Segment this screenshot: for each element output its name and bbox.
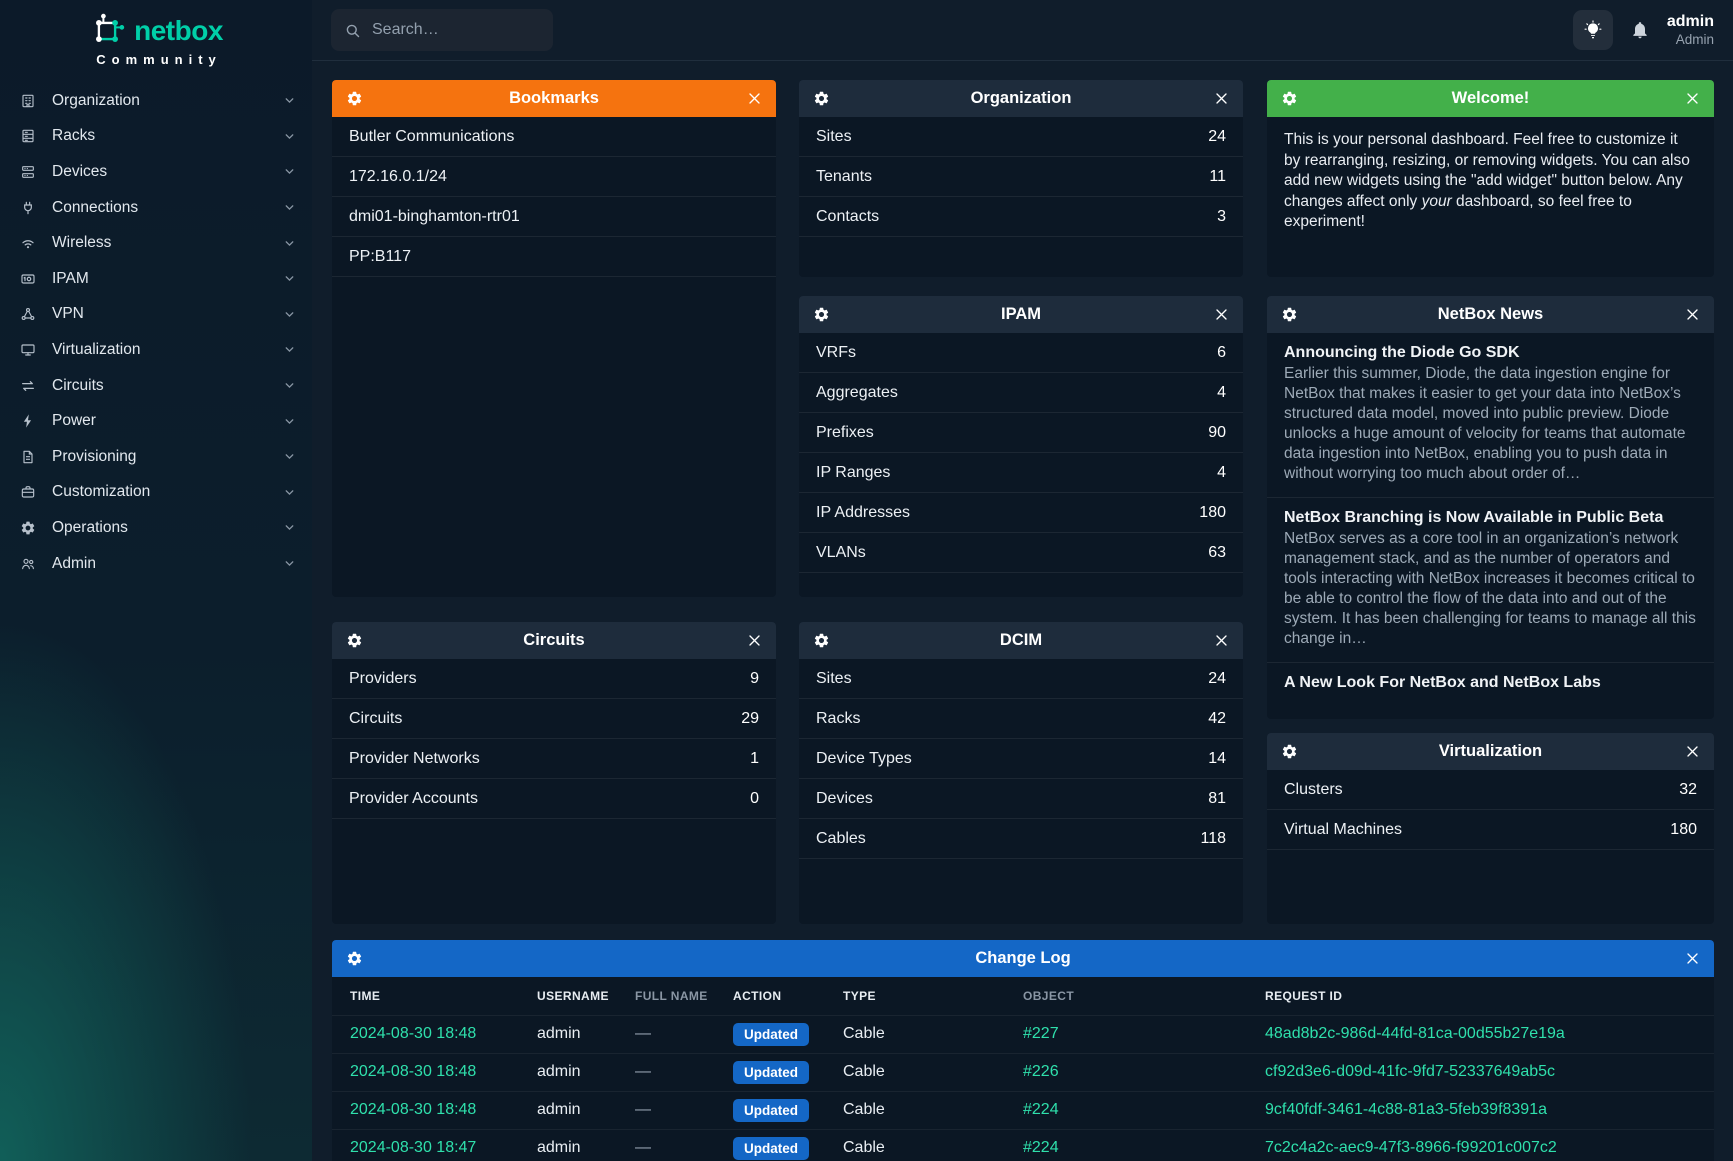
welcome-text xyxy=(1267,117,1714,246)
sidebar-item-label: Provisioning xyxy=(52,447,137,465)
count-label: Prefixes xyxy=(816,423,874,441)
widget-config-icon[interactable] xyxy=(1281,90,1298,107)
count-value: 9 xyxy=(750,669,759,687)
sidebar-item-label: Admin xyxy=(52,554,96,572)
transfer-arrows-icon xyxy=(20,378,36,394)
news-widget-header[interactable] xyxy=(1267,296,1714,333)
count-label: Contacts xyxy=(816,207,880,225)
widget-config-icon[interactable] xyxy=(813,632,830,649)
count-label: Tenants xyxy=(816,167,873,185)
rack-icon xyxy=(20,128,36,144)
changelog-fullname: — xyxy=(635,1063,651,1080)
count-value: 6 xyxy=(1217,343,1226,361)
toolbox-icon xyxy=(20,484,36,500)
close-icon[interactable] xyxy=(747,633,762,648)
sidebar-item-organization[interactable] xyxy=(0,83,312,119)
table-header-row xyxy=(332,977,1714,1015)
count-label: Device Types xyxy=(816,749,912,767)
count-row[interactable] xyxy=(332,699,776,739)
count-label: Cables xyxy=(816,829,866,847)
sidebar-item-vpn[interactable] xyxy=(0,297,312,333)
close-icon[interactable] xyxy=(1685,91,1700,106)
widget-config-icon[interactable] xyxy=(346,90,363,107)
changelog-widget-header[interactable] xyxy=(332,940,1714,977)
column-header-requestid[interactable]: REQUEST ID xyxy=(1265,988,1343,1003)
chevron-down-icon xyxy=(283,379,296,392)
sidebar-item-label: Organization xyxy=(52,91,140,109)
welcome-text-part: This is your personal dashboard. Feel free to customize it by rearranging, resizing, or removing widgets. You can also add new widgets using the "add widget" button below. Any changes affect only xyxy=(1284,131,1690,210)
count-label: Racks xyxy=(816,709,861,727)
lightbulb-icon xyxy=(1583,20,1603,40)
count-label: Clusters xyxy=(1284,780,1343,798)
building-icon xyxy=(20,93,36,109)
news-body: NetBox serves as a core tool in an organization’s network management stack, and as the number of operators and tools interacting with NetBox increases it becomes critical to be able to control the flow of the data into and out of the system. It has been challenging for teams to manage all this change in… xyxy=(1284,529,1696,647)
chevron-down-icon xyxy=(283,272,296,285)
close-icon[interactable] xyxy=(1214,91,1229,106)
count-label: Providers xyxy=(349,669,417,687)
bookmark-item[interactable] xyxy=(332,157,776,197)
count-value: 4 xyxy=(1217,463,1226,481)
count-value: 0 xyxy=(750,789,759,807)
bell-icon xyxy=(1630,20,1650,40)
brand-name: netbox xyxy=(134,15,223,46)
widget-title: IPAM xyxy=(1000,305,1042,323)
sidebar-item-label: Power xyxy=(52,412,96,430)
plug-icon xyxy=(20,200,36,216)
changelog-username: admin xyxy=(537,1063,581,1080)
widget-config-icon[interactable] xyxy=(813,306,830,323)
dcim-widget xyxy=(799,622,1243,924)
welcome-widget-header[interactable] xyxy=(1267,80,1714,117)
sidebar-item-label: Customization xyxy=(52,483,151,501)
chevron-down-icon xyxy=(283,237,296,250)
sidebar-item-circuits[interactable] xyxy=(0,368,312,404)
close-icon[interactable] xyxy=(1685,951,1700,966)
news-headline-link[interactable]: A New Look For NetBox and NetBox Labs xyxy=(1284,673,1601,691)
bookmark-item[interactable] xyxy=(332,237,776,277)
count-row[interactable] xyxy=(332,739,776,779)
count-label: VLANs xyxy=(816,543,866,561)
changelog-fullname: — xyxy=(635,1101,651,1118)
sidebar-item-admin[interactable] xyxy=(0,546,312,582)
notifications-button[interactable] xyxy=(1630,20,1650,40)
news-article xyxy=(1267,663,1714,707)
count-row[interactable] xyxy=(332,779,776,819)
widget-config-icon[interactable] xyxy=(1281,743,1298,760)
widget-title: Welcome! xyxy=(1451,89,1530,107)
lightning-icon xyxy=(20,413,36,429)
count-label: VRFs xyxy=(816,343,856,361)
sidebar-item-virtualization[interactable] xyxy=(0,332,312,368)
news-headline-link[interactable]: Announcing the Diode Go SDK xyxy=(1284,344,1520,361)
count-row[interactable] xyxy=(799,699,1243,739)
changelog-username: admin xyxy=(537,1025,581,1042)
vpn-nodes-icon xyxy=(20,306,36,322)
bookmark-label: 172.16.0.1/24 xyxy=(349,167,447,185)
changelog-time-link[interactable]: 2024-08-30 18:48 xyxy=(350,1101,477,1118)
sidebar-item-racks[interactable] xyxy=(0,119,312,155)
count-label: Sites xyxy=(816,127,852,145)
news-headline-link[interactable]: NetBox Branching is Now Available in Public Beta xyxy=(1284,508,1664,526)
count-row[interactable] xyxy=(799,453,1243,493)
column-header-action[interactable]: ACTION xyxy=(733,988,782,1003)
count-value: 63 xyxy=(1208,543,1226,561)
widget-title: DCIM xyxy=(999,631,1043,649)
server-icon xyxy=(20,164,36,180)
count-row[interactable] xyxy=(799,493,1243,533)
count-value: 32 xyxy=(1679,780,1697,798)
changelog-object-link[interactable]: #226 xyxy=(1023,1063,1059,1080)
count-value: 118 xyxy=(1200,829,1226,847)
sidebar-item-label: Devices xyxy=(52,162,108,180)
chevron-down-icon xyxy=(283,308,296,321)
sidebar-item-provisioning[interactable] xyxy=(0,439,312,475)
ipam-widget-header[interactable] xyxy=(799,296,1243,333)
count-value: 11 xyxy=(1209,167,1226,185)
welcome-widget xyxy=(1267,80,1714,277)
news-article xyxy=(1267,498,1714,663)
widget-config-icon[interactable] xyxy=(346,632,363,649)
changelog-object-link[interactable]: #224 xyxy=(1023,1139,1059,1157)
sidebar-item-label: Connections xyxy=(52,198,139,216)
sidebar-nav xyxy=(0,83,312,581)
count-value: 90 xyxy=(1208,423,1226,441)
circuits-widget-header[interactable] xyxy=(332,622,776,659)
welcome-text-emphasis: your xyxy=(1421,192,1452,210)
changelog-type: Cable xyxy=(843,1025,885,1042)
widget-title: NetBox News xyxy=(1437,305,1544,323)
user-menu[interactable] xyxy=(1667,12,1714,49)
brand-subtitle: Community xyxy=(96,52,222,67)
chevron-down-icon xyxy=(283,415,296,428)
column-header-username[interactable]: USERNAME xyxy=(537,988,609,1003)
count-value: 29 xyxy=(741,709,759,727)
widget-title: Organization xyxy=(970,89,1072,107)
count-label: Virtual Machines xyxy=(1284,820,1402,838)
users-icon xyxy=(20,556,36,572)
count-row[interactable] xyxy=(799,739,1243,779)
changelog-requestid-link[interactable]: 7c2c4a2c-aec9-47f3-8966-f99201c007c2 xyxy=(1265,1139,1557,1157)
changelog-widget xyxy=(332,940,1714,1161)
sidebar-item-label: Racks xyxy=(52,127,96,145)
count-label: Provider Accounts xyxy=(349,789,478,807)
changelog-time-link[interactable]: 2024-08-30 18:48 xyxy=(350,1063,477,1080)
count-label: Aggregates xyxy=(816,383,898,401)
count-value: 42 xyxy=(1208,709,1226,727)
chevron-down-icon xyxy=(283,521,296,534)
sidebar-item-label: Virtualization xyxy=(52,340,141,358)
count-label: Circuits xyxy=(349,709,403,727)
changelog-requestid-link[interactable]: cf92d3e6-d09d-41fc-9fd7-52337649ab5c xyxy=(1265,1063,1556,1080)
count-row[interactable] xyxy=(799,157,1243,197)
sidebar-item-customization[interactable] xyxy=(0,475,312,511)
chevron-down-icon xyxy=(283,165,296,178)
search-input[interactable] xyxy=(372,21,540,39)
gears-icon xyxy=(20,520,36,536)
count-value: 3 xyxy=(1217,207,1226,225)
count-label: Devices xyxy=(816,789,873,807)
changelog-username: admin xyxy=(537,1101,581,1118)
bookmarks-widget-header[interactable] xyxy=(332,80,776,117)
widget-title: Bookmarks xyxy=(509,89,599,107)
widget-title: Virtualization xyxy=(1438,742,1543,760)
count-value: 24 xyxy=(1208,669,1226,687)
count-row[interactable] xyxy=(799,117,1243,157)
user-role: Admin xyxy=(1675,31,1714,47)
column-header-type[interactable]: TYPE xyxy=(843,988,876,1003)
changelog-type: Cable xyxy=(843,1139,885,1157)
sidebar-item-label: Wireless xyxy=(52,234,112,252)
sidebar-item-wireless[interactable] xyxy=(0,225,312,261)
widget-title: Change Log xyxy=(975,949,1071,967)
count-row[interactable] xyxy=(799,333,1243,373)
bookmark-label: dmi01-binghamton-rtr01 xyxy=(349,207,520,225)
username: admin xyxy=(1666,12,1714,30)
sidebar-item-operations[interactable] xyxy=(0,510,312,546)
ipam-widget xyxy=(799,296,1243,597)
topbar xyxy=(312,0,1733,61)
changelog-fullname: — xyxy=(635,1139,651,1157)
chevron-down-icon xyxy=(283,201,296,214)
chevron-down-icon xyxy=(283,450,296,463)
sidebar-item-power[interactable] xyxy=(0,403,312,439)
netbox-logo-icon xyxy=(89,13,125,49)
bookmark-label: Butler Communications xyxy=(349,127,515,145)
action-badge: Updated xyxy=(733,1061,809,1084)
chevron-down-icon xyxy=(283,557,296,570)
action-badge: Updated xyxy=(733,1099,809,1122)
netbox-news-widget xyxy=(1267,296,1714,719)
count-row[interactable] xyxy=(799,819,1243,859)
changelog-time-link[interactable]: 2024-08-30 18:47 xyxy=(350,1139,477,1157)
sidebar-item-label: Operations xyxy=(52,518,128,536)
count-row[interactable] xyxy=(799,413,1243,453)
close-icon[interactable] xyxy=(747,91,762,106)
changelog-requestid-link[interactable]: 9cf40fdf-3461-4c88-81a3-5feb39f8391a xyxy=(1265,1101,1547,1118)
count-row[interactable] xyxy=(1267,770,1714,810)
dcim-widget-header[interactable] xyxy=(799,622,1243,659)
count-value: 180 xyxy=(1199,503,1226,521)
sidebar-item-label: Circuits xyxy=(52,376,104,394)
count-label: Provider Networks xyxy=(349,749,480,767)
count-label: IP Ranges xyxy=(816,463,891,481)
column-header-object: OBJECT xyxy=(1023,988,1075,1003)
theme-toggle-button[interactable] xyxy=(1573,10,1613,50)
sidebar-item-devices[interactable] xyxy=(0,154,312,190)
count-row[interactable] xyxy=(332,659,776,699)
count-value: 24 xyxy=(1208,127,1226,145)
changelog-username: admin xyxy=(537,1139,581,1157)
action-badge: Updated xyxy=(733,1137,809,1160)
widget-config-icon[interactable] xyxy=(813,90,830,107)
count-row[interactable] xyxy=(799,197,1243,237)
count-value: 14 xyxy=(1208,749,1226,767)
count-label: Sites xyxy=(816,669,852,687)
search-box[interactable] xyxy=(331,9,553,51)
column-header-time[interactable]: TIME xyxy=(350,988,381,1003)
changelog-type: Cable xyxy=(843,1063,885,1080)
count-value: 4 xyxy=(1217,383,1226,401)
changelog-time-link[interactable]: 2024-08-30 18:48 xyxy=(350,1025,477,1042)
count-row[interactable] xyxy=(799,659,1243,699)
count-value: 81 xyxy=(1208,789,1226,807)
widget-title: Circuits xyxy=(523,631,585,649)
document-icon xyxy=(20,449,36,465)
wifi-icon xyxy=(20,235,36,251)
close-icon[interactable] xyxy=(1685,307,1700,322)
sidebar xyxy=(0,0,312,1161)
count-row[interactable] xyxy=(799,533,1243,573)
bookmarks-widget xyxy=(332,80,776,597)
close-icon[interactable] xyxy=(1685,744,1700,759)
bookmark-item[interactable] xyxy=(332,117,776,157)
count-row[interactable] xyxy=(799,779,1243,819)
sidebar-item-label: IPAM xyxy=(52,269,89,287)
table-row xyxy=(332,1015,1714,1053)
sidebar-item-label: VPN xyxy=(52,305,84,323)
virtualization-widget xyxy=(1267,733,1714,924)
virtualization-widget-header[interactable] xyxy=(1267,733,1714,770)
action-badge: Updated xyxy=(733,1023,809,1046)
news-article xyxy=(1267,333,1714,498)
table-row xyxy=(332,1129,1714,1161)
table-row xyxy=(332,1053,1714,1091)
brand[interactable] xyxy=(0,0,312,67)
circuits-widget xyxy=(332,622,776,924)
widget-config-icon[interactable] xyxy=(1281,306,1298,323)
count-row[interactable] xyxy=(799,373,1243,413)
sidebar-item-connections[interactable] xyxy=(0,190,312,226)
count-label: IP Addresses xyxy=(816,503,910,521)
monitor-icon xyxy=(20,342,36,358)
count-row[interactable] xyxy=(1267,810,1714,850)
changelog-table xyxy=(332,977,1714,1161)
column-header-fullname: FULL NAME xyxy=(635,988,708,1003)
changelog-object-link[interactable]: #224 xyxy=(1023,1101,1059,1118)
ip-address-icon xyxy=(20,271,36,287)
organization-widget xyxy=(799,80,1243,277)
bookmarks-list xyxy=(332,117,776,277)
chevron-down-icon xyxy=(283,94,296,107)
changelog-object-link[interactable]: #227 xyxy=(1023,1025,1059,1042)
sidebar-item-ipam[interactable] xyxy=(0,261,312,297)
welcome-text-part: dashboard, so feel free to experiment! xyxy=(1284,192,1632,231)
close-icon[interactable] xyxy=(1214,633,1229,648)
table-row xyxy=(332,1091,1714,1129)
changelog-requestid-link[interactable]: 48ad8b2c-986d-44fd-81ca-00d55b27e19a xyxy=(1265,1025,1565,1042)
changelog-type: Cable xyxy=(843,1101,885,1118)
search-icon xyxy=(344,22,361,39)
news-body: Earlier this summer, Diode, the data ingestion engine for NetBox that makes it easier to get your data into NetBox’s structured data model, moved into public preview. Diode unlocks a huge amount of velocity for teams that automate data ingestion into NetBox, enabling you to push data in without worrying too much about order of… xyxy=(1284,365,1686,482)
changelog-fullname: — xyxy=(635,1025,651,1042)
count-value: 1 xyxy=(750,749,759,767)
widget-config-icon[interactable] xyxy=(346,950,363,967)
close-icon[interactable] xyxy=(1214,307,1229,322)
chevron-down-icon xyxy=(283,130,296,143)
chevron-down-icon xyxy=(283,343,296,356)
bookmark-label: PP:B117 xyxy=(349,247,411,265)
chevron-down-icon xyxy=(283,486,296,499)
bookmark-item[interactable] xyxy=(332,197,776,237)
count-value: 180 xyxy=(1670,820,1697,838)
organization-widget-header[interactable] xyxy=(799,80,1243,117)
